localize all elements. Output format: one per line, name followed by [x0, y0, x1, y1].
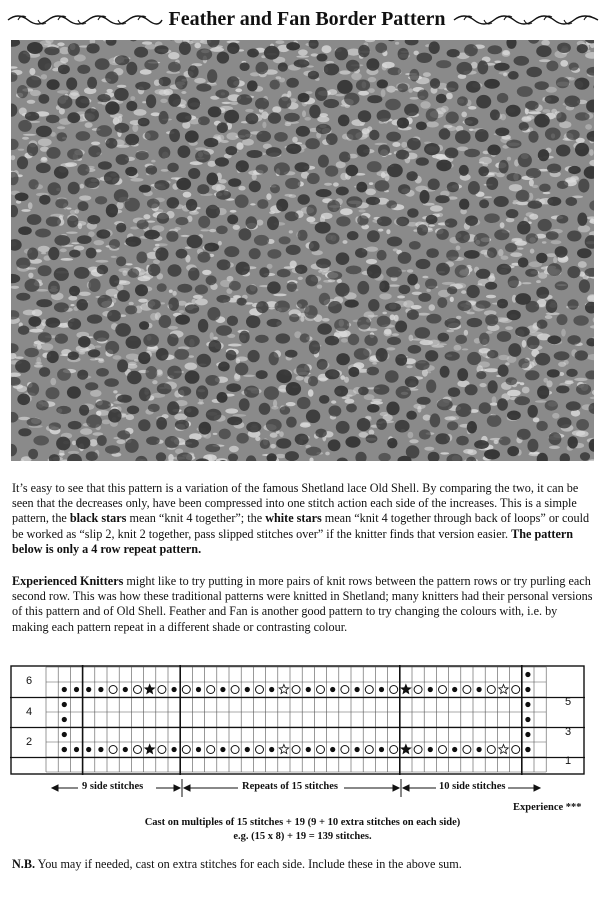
experienced-text: might like to try putting in more pairs of knit rows between the pattern rows or try purling each second row. This was how these traditional patterns were knitted in Shetland; many knitters had their personal versions of this pattern and of Old Shell. Feather and Fan is another good pattern to try changing the colours with, i.e. by making each pattern repeat in a different shade or contrasting colour. [12, 574, 593, 634]
cast-line-2: e.g. (15 x 8) + 19 = 139 stitches. [233, 831, 372, 842]
nb-lead: N.B. [12, 857, 36, 871]
intro-paragraph [12, 481, 594, 557]
vine-ornament-left-icon [6, 12, 164, 28]
experienced-paragraph [12, 574, 594, 635]
page-title: Feather and Fan Border Pattern [168, 8, 446, 30]
cast-on-instructions [0, 816, 605, 844]
experienced-lead: Experienced Knitters [12, 574, 124, 588]
nb-text: You may if needed, cast on extra stitches for each side. Include these in the above sum. [35, 857, 462, 871]
experience-rating: Experience *** [513, 802, 582, 813]
row-label-5: 5 [565, 696, 572, 708]
nb-note [12, 857, 597, 872]
intro-text-3: mean “knit 4 together through back of loops” or could be worked as “slip 2, knit 2 together, pass slipped stitches over” if the knitter finds that version easier. [12, 511, 590, 541]
intro-bold-end: The pattern below is only a 4 row repeat pattern. [12, 526, 574, 556]
header [0, 6, 605, 32]
stitch-labels [10, 779, 585, 801]
intro-text-1: It’s easy to see that this pattern is a variation of the famous Shetland lace Old Shell. By comparing the two, it can be seen that the decreases only, have been compressed into one stitch action each side of the increases. This is a simple pattern, the [12, 481, 579, 526]
side-right-label: 10 side stitches [439, 781, 506, 792]
knitting-chart [10, 665, 585, 775]
row-label-2: 2 [26, 736, 33, 748]
row-label-3: 3 [565, 726, 572, 738]
side-left-label: 9 side stitches [82, 781, 144, 792]
cast-line-1: Cast on multiples of 15 stitches + 19 (9 + 10 extra stitches on each side) [144, 817, 461, 828]
chart-grid [10, 665, 585, 775]
vine-ornament-right-icon [452, 12, 600, 28]
row-label-6: 6 [26, 675, 33, 687]
repeats-label: Repeats of 15 stitches [242, 781, 338, 792]
lace-knitting-photo [11, 40, 594, 461]
intro-black-stars: black stars [69, 511, 127, 526]
intro-white-stars: white stars [265, 511, 322, 526]
row-label-1: 1 [565, 755, 572, 767]
row-label-4: 4 [26, 706, 33, 718]
intro-text-2: mean “knit 4 together”; the [126, 511, 266, 526]
